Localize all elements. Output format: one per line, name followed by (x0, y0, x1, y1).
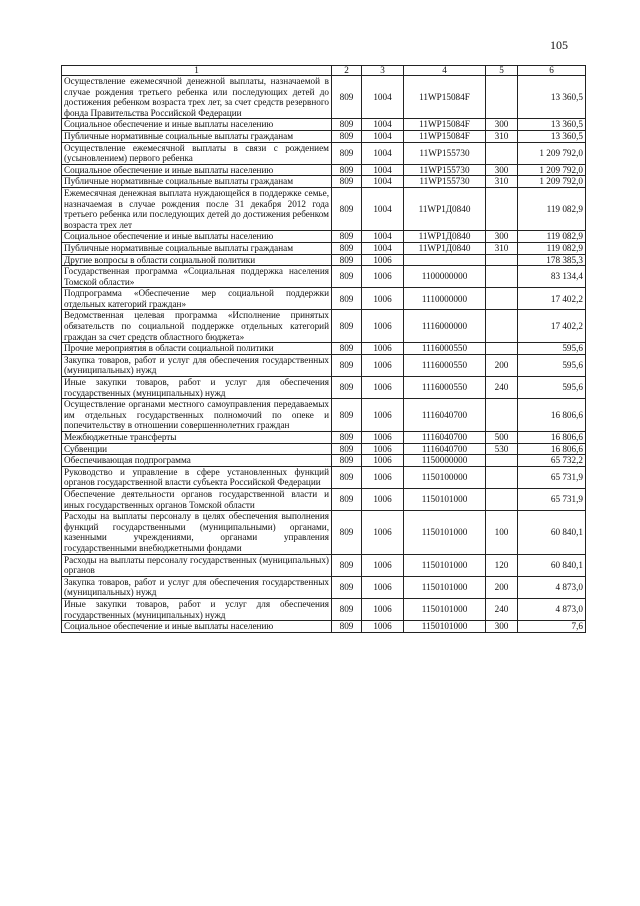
row-ministry-code-cell: 809 (332, 231, 362, 243)
row-ministry-code-cell: 809 (332, 343, 362, 355)
row-section-code-cell: 1004 (362, 164, 404, 176)
table-row (62, 266, 586, 288)
row-target-article-cell: 1116000000 (404, 310, 486, 343)
row-expense-type-cell: 120 (486, 554, 518, 576)
table-row (62, 187, 586, 230)
column-header: 6 (518, 66, 586, 76)
row-ministry-code-cell: 809 (332, 288, 362, 310)
row-amount-cell: 178 385,3 (518, 254, 586, 266)
row-section-code-cell: 1004 (362, 176, 404, 188)
budget-table (61, 65, 586, 633)
row-section-code-cell: 1004 (362, 76, 404, 119)
row-ministry-code-cell: 809 (332, 310, 362, 343)
row-section-code-cell: 1006 (362, 399, 404, 432)
row-target-article-cell: 11WP155730 (404, 142, 486, 164)
row-name-cell: Ведомственная целевая программа «Исполнение принятых обязательств по социальной поддержке отдельных категорий граждан за счет средств областного бюджета» (62, 310, 332, 343)
row-section-code-cell: 1006 (362, 377, 404, 399)
row-name-cell: Социальное обеспечение и иные выплаты населению (62, 231, 332, 243)
row-ministry-code-cell: 809 (332, 377, 362, 399)
row-name-cell: Осуществление ежемесячной денежной выплаты, назначаемой в случае рождения третьего ребенка или последующих детей до достижения ребенком возраста трех лет, за счет средств резервного фонда Правительства Российской Федерации (62, 76, 332, 119)
row-ministry-code-cell: 809 (332, 176, 362, 188)
row-target-article-cell: 1150101000 (404, 576, 486, 598)
row-amount-cell: 4 873,0 (518, 576, 586, 598)
row-expense-type-cell (486, 310, 518, 343)
table-row (62, 455, 586, 467)
table-row (62, 621, 586, 633)
table-row (62, 466, 586, 488)
row-expense-type-cell (486, 76, 518, 119)
row-name-cell: Публичные нормативные социальные выплаты гражданам (62, 130, 332, 142)
row-target-article-cell: 11WP15084F (404, 76, 486, 119)
row-ministry-code-cell: 809 (332, 354, 362, 376)
row-section-code-cell: 1006 (362, 354, 404, 376)
row-expense-type-cell: 530 (486, 443, 518, 455)
row-ministry-code-cell: 809 (332, 576, 362, 598)
row-name-cell: Подпрограмма «Обеспечение мер социальной поддержки отдельных категорий граждан» (62, 288, 332, 310)
table-row (62, 576, 586, 598)
row-section-code-cell: 1006 (362, 266, 404, 288)
row-target-article-cell: 1150100000 (404, 466, 486, 488)
table-body (62, 76, 586, 633)
page-number: 105 (550, 38, 568, 52)
row-expense-type-cell: 500 (486, 432, 518, 444)
row-amount-cell: 65 731,9 (518, 488, 586, 510)
row-target-article-cell: 11WP1Д0840 (404, 187, 486, 230)
row-target-article-cell: 11WP1Д0840 (404, 231, 486, 243)
row-target-article-cell: 1116040700 (404, 432, 486, 444)
row-section-code-cell: 1004 (362, 142, 404, 164)
table-row (62, 399, 586, 432)
row-ministry-code-cell: 809 (332, 511, 362, 554)
row-target-article-cell: 1110000000 (404, 288, 486, 310)
row-section-code-cell: 1004 (362, 231, 404, 243)
row-expense-type-cell (486, 266, 518, 288)
row-name-cell: Обеспечивающая подпрограмма (62, 455, 332, 467)
row-section-code-cell: 1006 (362, 343, 404, 355)
row-amount-cell: 4 873,0 (518, 598, 586, 620)
row-amount-cell: 16 806,6 (518, 443, 586, 455)
row-expense-type-cell: 240 (486, 598, 518, 620)
table-row (62, 488, 586, 510)
row-section-code-cell: 1006 (362, 511, 404, 554)
row-amount-cell: 65 731,9 (518, 466, 586, 488)
row-section-code-cell: 1006 (362, 455, 404, 467)
row-amount-cell: 13 360,5 (518, 130, 586, 142)
row-name-cell: Межбюджетные трансферты (62, 432, 332, 444)
row-target-article-cell: 1116000550 (404, 343, 486, 355)
row-name-cell: Иные закупки товаров, работ и услуг для обеспечения государственных (муниципальных) нужд (62, 598, 332, 620)
row-amount-cell: 13 360,5 (518, 76, 586, 119)
row-amount-cell: 16 806,6 (518, 399, 586, 432)
row-target-article-cell: 1116040700 (404, 399, 486, 432)
row-ministry-code-cell: 809 (332, 266, 362, 288)
row-expense-type-cell (486, 254, 518, 266)
row-ministry-code-cell: 809 (332, 242, 362, 254)
row-expense-type-cell (486, 399, 518, 432)
row-expense-type-cell (486, 187, 518, 230)
row-amount-cell: 16 806,6 (518, 432, 586, 444)
row-name-cell: Социальное обеспечение и иные выплаты населению (62, 164, 332, 176)
row-expense-type-cell (486, 466, 518, 488)
row-target-article-cell: 1100000000 (404, 266, 486, 288)
row-expense-type-cell: 200 (486, 354, 518, 376)
row-expense-type-cell: 300 (486, 119, 518, 131)
row-section-code-cell: 1006 (362, 466, 404, 488)
row-ministry-code-cell: 809 (332, 466, 362, 488)
row-expense-type-cell (486, 288, 518, 310)
row-section-code-cell: 1006 (362, 576, 404, 598)
row-section-code-cell: 1006 (362, 254, 404, 266)
table-row (62, 176, 586, 188)
row-expense-type-cell (486, 142, 518, 164)
row-name-cell: Ежемесячная денежная выплата нуждающейся в поддержке семье, назначаемая в случае рождения после 31 декабря 2012 года третьего ребенка или последующих детей до достижения ребенком возраста трех лет (62, 187, 332, 230)
row-ministry-code-cell: 809 (332, 455, 362, 467)
row-name-cell: Руководство и управление в сфере установленных функций органов государственной власти субъекта Российской Федерации (62, 466, 332, 488)
row-target-article-cell: 11WP15084F (404, 130, 486, 142)
table-row (62, 119, 586, 131)
row-name-cell: Публичные нормативные социальные выплаты гражданам (62, 242, 332, 254)
column-header: 1 (62, 66, 332, 76)
table-row (62, 254, 586, 266)
row-ministry-code-cell: 809 (332, 142, 362, 164)
row-target-article-cell: 1150101000 (404, 621, 486, 633)
row-section-code-cell: 1006 (362, 443, 404, 455)
row-target-article-cell: 11WP1Д0840 (404, 242, 486, 254)
table-header-row (62, 66, 586, 76)
row-ministry-code-cell: 809 (332, 488, 362, 510)
row-target-article-cell: 1150101000 (404, 554, 486, 576)
row-target-article-cell: 1150000000 (404, 455, 486, 467)
row-expense-type-cell: 300 (486, 231, 518, 243)
row-ministry-code-cell: 809 (332, 130, 362, 142)
table-row (62, 288, 586, 310)
row-name-cell: Другие вопросы в области социальной политики (62, 254, 332, 266)
row-expense-type-cell: 100 (486, 511, 518, 554)
table-row (62, 554, 586, 576)
row-expense-type-cell: 310 (486, 242, 518, 254)
table-row (62, 231, 586, 243)
row-ministry-code-cell: 809 (332, 443, 362, 455)
row-amount-cell: 83 134,4 (518, 266, 586, 288)
row-amount-cell: 1 209 792,0 (518, 142, 586, 164)
row-target-article-cell (404, 254, 486, 266)
row-name-cell: Государственная программа «Социальная поддержка населения Томской области» (62, 266, 332, 288)
row-amount-cell: 595,6 (518, 377, 586, 399)
row-ministry-code-cell: 809 (332, 598, 362, 620)
row-amount-cell: 65 732,2 (518, 455, 586, 467)
row-expense-type-cell (486, 343, 518, 355)
table-row (62, 432, 586, 444)
row-expense-type-cell: 300 (486, 164, 518, 176)
row-name-cell: Осуществление органами местного самоуправления передаваемых им отдельных государственных полномочий по опеке и попечительству в отношении совершеннолетних граждан (62, 399, 332, 432)
row-name-cell: Социальное обеспечение и иные выплаты населению (62, 119, 332, 131)
row-target-article-cell: 1150101000 (404, 598, 486, 620)
row-target-article-cell: 11WP15084F (404, 119, 486, 131)
row-target-article-cell: 11WP155730 (404, 176, 486, 188)
column-header: 3 (362, 66, 404, 76)
row-amount-cell: 119 082,9 (518, 231, 586, 243)
row-target-article-cell: 1150101000 (404, 511, 486, 554)
row-ministry-code-cell: 809 (332, 76, 362, 119)
row-amount-cell: 17 402,2 (518, 288, 586, 310)
row-name-cell: Субвенции (62, 443, 332, 455)
row-amount-cell: 119 082,9 (518, 187, 586, 230)
row-expense-type-cell: 200 (486, 576, 518, 598)
row-amount-cell: 595,6 (518, 343, 586, 355)
table-row (62, 310, 586, 343)
row-ministry-code-cell: 809 (332, 164, 362, 176)
row-target-article-cell: 1116040700 (404, 443, 486, 455)
row-name-cell: Иные закупки товаров, работ и услуг для обеспечения государственных (муниципальных) нужд (62, 377, 332, 399)
row-expense-type-cell (486, 455, 518, 467)
table-row (62, 377, 586, 399)
row-expense-type-cell: 310 (486, 176, 518, 188)
row-name-cell: Прочие мероприятия в области социальной политики (62, 343, 332, 355)
row-ministry-code-cell: 809 (332, 621, 362, 633)
table-row (62, 511, 586, 554)
row-section-code-cell: 1006 (362, 554, 404, 576)
row-section-code-cell: 1006 (362, 621, 404, 633)
table-row (62, 598, 586, 620)
row-amount-cell: 60 840,1 (518, 554, 586, 576)
row-amount-cell: 1 209 792,0 (518, 176, 586, 188)
table-row (62, 164, 586, 176)
row-name-cell: Закупка товаров, работ и услуг для обеспечения государственных (муниципальных) нужд (62, 354, 332, 376)
row-expense-type-cell: 240 (486, 377, 518, 399)
row-name-cell: Обеспечение деятельности органов государственной власти и иных государственных органов Томской области (62, 488, 332, 510)
table-row (62, 76, 586, 119)
row-name-cell: Закупка товаров, работ и услуг для обеспечения государственных (муниципальных) нужд (62, 576, 332, 598)
row-expense-type-cell (486, 488, 518, 510)
row-amount-cell: 119 082,9 (518, 242, 586, 254)
row-amount-cell: 60 840,1 (518, 511, 586, 554)
row-section-code-cell: 1006 (362, 488, 404, 510)
table-row (62, 142, 586, 164)
row-ministry-code-cell: 809 (332, 399, 362, 432)
row-section-code-cell: 1006 (362, 288, 404, 310)
row-amount-cell: 17 402,2 (518, 310, 586, 343)
row-amount-cell: 595,6 (518, 354, 586, 376)
column-header: 5 (486, 66, 518, 76)
row-name-cell: Расходы на выплаты персоналу в целях обеспечения выполнения функций государственными (муниципальными) органами, казенными учреждениями, органами управления государственными внебюджетными фондами (62, 511, 332, 554)
row-amount-cell: 7,6 (518, 621, 586, 633)
row-name-cell: Осуществление ежемесячной выплаты в связи с рождением (усыновлением) первого ребенка (62, 142, 332, 164)
row-section-code-cell: 1004 (362, 130, 404, 142)
row-target-article-cell: 11WP155730 (404, 164, 486, 176)
row-name-cell: Расходы на выплаты персоналу государственных (муниципальных) органов (62, 554, 332, 576)
table-row (62, 354, 586, 376)
row-ministry-code-cell: 809 (332, 119, 362, 131)
row-ministry-code-cell: 809 (332, 432, 362, 444)
table-row (62, 443, 586, 455)
row-amount-cell: 13 360,5 (518, 119, 586, 131)
column-header: 2 (332, 66, 362, 76)
row-expense-type-cell: 310 (486, 130, 518, 142)
row-expense-type-cell: 300 (486, 621, 518, 633)
row-section-code-cell: 1004 (362, 187, 404, 230)
row-section-code-cell: 1006 (362, 598, 404, 620)
column-header: 4 (404, 66, 486, 76)
row-name-cell: Социальное обеспечение и иные выплаты населению (62, 621, 332, 633)
row-section-code-cell: 1004 (362, 119, 404, 131)
row-target-article-cell: 1150101000 (404, 488, 486, 510)
row-ministry-code-cell: 809 (332, 254, 362, 266)
row-section-code-cell: 1004 (362, 242, 404, 254)
row-name-cell: Публичные нормативные социальные выплаты гражданам (62, 176, 332, 188)
row-ministry-code-cell: 809 (332, 187, 362, 230)
table-row (62, 343, 586, 355)
table-row (62, 130, 586, 142)
row-amount-cell: 1 209 792,0 (518, 164, 586, 176)
row-target-article-cell: 1116000550 (404, 377, 486, 399)
row-target-article-cell: 1116000550 (404, 354, 486, 376)
row-section-code-cell: 1006 (362, 310, 404, 343)
table-row (62, 242, 586, 254)
row-ministry-code-cell: 809 (332, 554, 362, 576)
row-section-code-cell: 1006 (362, 432, 404, 444)
